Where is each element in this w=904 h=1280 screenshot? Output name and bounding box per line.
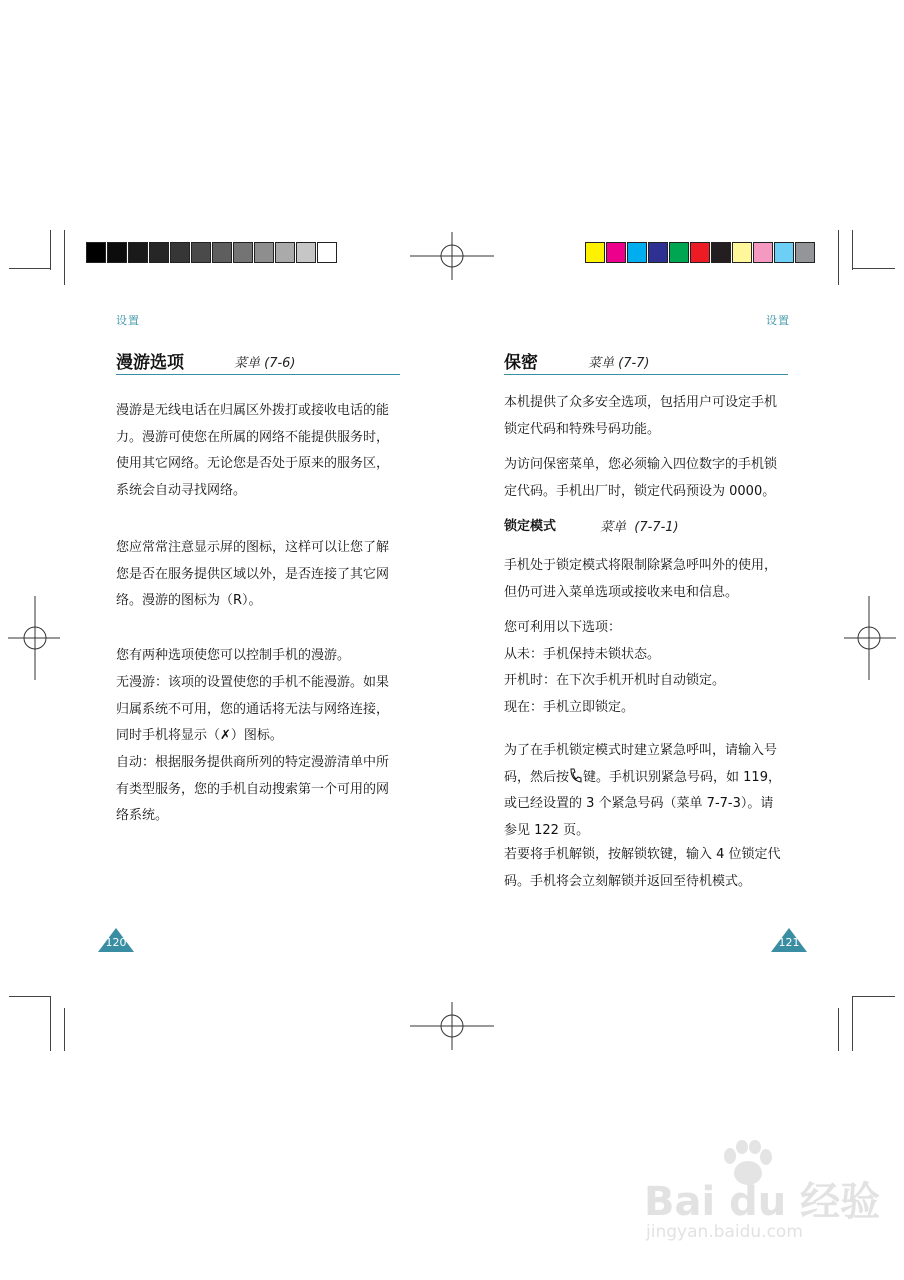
right-running-header: 设置	[766, 314, 790, 327]
text-line	[504, 765, 796, 792]
gray-swatch	[233, 242, 253, 263]
text-line: 力。漫游可使您在所属的网络不能提供服务时，	[116, 429, 390, 445]
text-line: 为了在手机锁定模式时建立紧急呼叫，请输入号	[504, 743, 778, 758]
gray-swatch	[86, 242, 106, 263]
color-swatch	[606, 242, 626, 263]
right-paragraph-3	[504, 553, 796, 606]
text-line: 或已经设置的 3 个紧急号码（菜单 7-7-3）。请	[504, 796, 774, 811]
gray-swatch	[254, 242, 274, 263]
send-key-icon	[569, 768, 583, 784]
page-number-text: 120	[105, 936, 127, 949]
left-section-menu-ref: 菜单 (7-6)	[234, 356, 296, 371]
subheading-title: 锁定模式	[504, 519, 557, 534]
left-paragraph-auto	[116, 750, 408, 830]
right-section-menu-ref: 菜单 (7-7)	[588, 356, 650, 371]
option-now: 现在：手机立即锁定。	[504, 699, 635, 715]
text-line: 您有两种选项使您可以控制手机的漫游。	[116, 648, 351, 663]
left-paragraph-1	[116, 398, 408, 504]
right-paragraph-emergency	[504, 738, 796, 844]
gray-swatch	[170, 242, 190, 263]
text-line: 同时手机将显示（✗）图标。	[116, 728, 283, 743]
text-fragment: 键。手机识别紧急号码，如 119，	[583, 769, 781, 785]
text-line: 本机提供了众多安全选项，包括用户可设定手机	[504, 395, 778, 410]
color-swatch	[753, 242, 773, 263]
gray-swatch	[212, 242, 232, 263]
text-line: 手机处于锁定模式将限制除紧急呼叫外的使用，	[504, 558, 778, 573]
watermark-brand: Bai du 经验	[644, 1179, 881, 1225]
color-swatch	[690, 242, 710, 263]
registration-mark-left	[8, 596, 60, 680]
text-line: 系统会自动寻找网络。	[116, 482, 247, 498]
right-lock-options	[504, 615, 796, 721]
left-running-header: 设置	[116, 314, 140, 327]
color-swatch	[585, 242, 605, 263]
left-section-title: 漫游选项	[116, 353, 184, 373]
text-line: 络。漫游的图标为（R）。	[116, 593, 262, 608]
text-line: 但仍可进入菜单选项或接收来电和信息。	[504, 584, 739, 600]
right-page-number	[771, 928, 807, 952]
right-section-title: 保密	[504, 353, 538, 373]
registration-mark-top	[410, 232, 494, 280]
color-swatch	[774, 242, 794, 263]
gray-swatch	[296, 242, 316, 263]
text-line: 您是否在服务提供区域以外，是否连接了其它网	[116, 566, 390, 582]
option-on-power-up: 开机时：在下次手机开机时自动锁定。	[504, 673, 726, 688]
left-paragraph-no-roaming	[116, 670, 408, 750]
right-paragraph-2	[504, 452, 796, 505]
right-paragraph-1	[504, 390, 796, 443]
color-swatch	[795, 242, 815, 263]
registration-mark-right	[844, 596, 896, 680]
text-line: 定代码。手机出厂时，锁定代码预设为 0000。	[504, 483, 776, 499]
text-line: 无漫游：该项的设置使您的手机不能漫游。如果	[116, 675, 390, 690]
right-section-title-row	[504, 348, 788, 375]
text-line: 使用其它网络。无论您是否处于原来的服务区，	[116, 456, 390, 471]
text-line: 参见 122 页。	[504, 822, 590, 838]
gray-swatch	[107, 242, 127, 263]
gray-swatch	[149, 242, 169, 263]
text-line: 若要将手机解锁，按解锁软键，输入 4 位锁定代	[504, 847, 781, 862]
baidu-jingyan-watermark	[640, 1140, 881, 1250]
left-paragraph-2	[116, 535, 408, 615]
text-line: 您应常常注意显示屏的图标，这样可以让您了解	[116, 540, 390, 555]
text-line: 漫游是无线电话在归属区外拨打或接收电话的能	[116, 403, 390, 418]
color-swatch	[627, 242, 647, 263]
color-swatch	[648, 242, 668, 263]
text-fragment: 码，然后按	[504, 769, 570, 785]
text-line: 码。手机将会立刻解锁并返回至待机模式。	[504, 873, 752, 889]
text-line: 您可利用以下选项：	[504, 620, 622, 635]
subheading-menu-ref: 菜单 (7-7-1)	[600, 520, 679, 535]
gray-swatch	[317, 242, 337, 263]
color-swatch	[711, 242, 731, 263]
text-line: 自动：根据服务提供商所列的特定漫游清单中所	[116, 755, 390, 770]
gray-swatch	[128, 242, 148, 263]
left-section-title-row	[116, 348, 400, 375]
color-swatch	[732, 242, 752, 263]
lock-mode-subheading	[504, 515, 794, 537]
right-paragraph-unlock	[504, 842, 796, 895]
text-line: 有类型服务，您的手机自动搜索第一个可用的网	[116, 781, 390, 797]
text-line: 锁定代码和特殊号码功能。	[504, 421, 661, 437]
left-page-number	[98, 928, 134, 952]
gray-swatch	[191, 242, 211, 263]
page-number-text: 121	[778, 936, 800, 949]
text-line: 络系统。	[116, 808, 169, 823]
text-line: 为访问保密菜单，您必须输入四位数字的手机锁	[504, 457, 778, 472]
text-line: 归属系统不可用，您的通话将无法与网络连接，	[116, 701, 390, 717]
gray-swatch	[275, 242, 295, 263]
watermark-url: jingyan.baidu.com	[646, 1222, 803, 1242]
option-never: 从未：手机保持未锁状态。	[504, 646, 661, 662]
registration-mark-bottom	[410, 1002, 494, 1050]
color-swatch	[669, 242, 689, 263]
left-paragraph-3	[116, 643, 408, 670]
